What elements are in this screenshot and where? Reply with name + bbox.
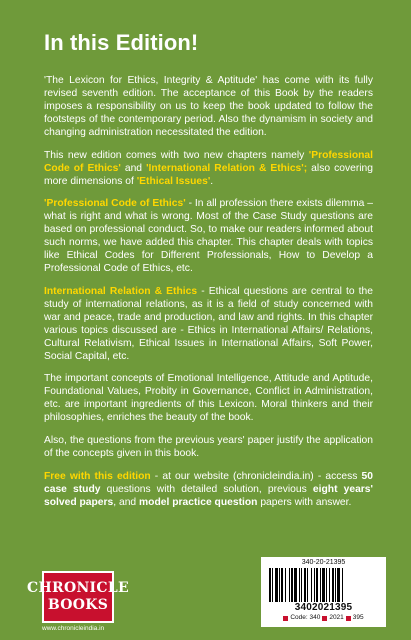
barcode-panel <box>261 557 386 627</box>
new-chapters-paragraph: This new edition comes with two new chapters namely 'Professional Code of Ethics' and 'International Relation & Ethics'; also covering more dimensions of 'Ethical Issues'. <box>44 149 374 187</box>
red-square-icon <box>283 616 288 621</box>
barcode-bar <box>299 568 300 602</box>
barcode-footer: Code: 340 2021 395 <box>261 614 386 622</box>
chapter-name-international: 'International Relation & Ethics'; <box>146 162 308 174</box>
publisher-url: www.chronicleindia.in <box>42 625 105 632</box>
ethical-issues-highlight: 'Ethical Issues' <box>136 175 211 187</box>
chapter-name-professional: 'Professional Code of Ethics' <box>44 149 373 174</box>
barcode-bar <box>307 568 308 602</box>
international-relation-heading: International Relation & Ethics <box>44 285 198 297</box>
international-relation-paragraph: International Relation & Ethics - Ethical questions are central to the study of international relations, as it is a field of study concerned with war and peace, trade and production, and law and rights. In this chapter various topics discussed are - Ethics in International Affairs/ Relations, Cultural Relativism, Ethical Issues in International Affairs, Soft Power, Social Capital, etc. <box>44 285 373 362</box>
barcode-bar <box>304 568 306 602</box>
barcode-top-code: 340-20-21395 <box>301 559 346 566</box>
barcode-bar <box>316 568 318 602</box>
barcode-bar <box>291 568 293 602</box>
publisher-logo <box>27 571 129 632</box>
barcode-bar <box>311 568 312 602</box>
barcode-bar <box>314 568 315 602</box>
barcode-bar <box>294 568 297 602</box>
red-square-icon <box>346 616 351 621</box>
free-edition-heading: Free with this edition <box>44 470 151 482</box>
barcode-bar <box>320 568 321 602</box>
barcode-bar <box>272 568 273 602</box>
barcode-number: 3402021395 <box>294 602 353 613</box>
barcode-bar <box>279 568 280 602</box>
barcode-bar <box>342 568 343 602</box>
page-title: In this Edition! <box>44 30 199 55</box>
logo-line-books: BOOKS <box>47 597 109 613</box>
barcode-bar <box>332 568 334 602</box>
barcode-bar <box>335 568 336 602</box>
barcode-bar <box>285 568 286 602</box>
professional-code-heading: 'Professional Code of Ethics' <box>44 198 186 210</box>
chronicle-books-logo <box>27 571 129 623</box>
concepts-paragraph: The important concepts of Emotional Intelligence, Attitude and Aptitude, Foundational Values, Probity in Governance, Conflict in Administration, etc. are important ingredients of this Lexicon. Moral thinkers and their philosophies, enriches the beauty of the book. <box>44 373 373 424</box>
barcode-icon <box>267 568 380 602</box>
barcode-bar <box>301 568 302 602</box>
free-edition-paragraph: Free with this edition - at our website (chronicleindia.in) - access 50 case study questions with detailed solution, previous eight years' solved papers, and model practice question papers with answer. <box>44 470 373 508</box>
barcode-bar <box>275 568 278 602</box>
red-square-icon <box>322 616 327 621</box>
intro-paragraph: 'The Lexicon for Ethics, Integrity & Aptitude' has come with its fully revised seventh edition. The acceptance of this Book by the readers imposes a responsibility on us to keep the book updated to follow the footsteps of the contemporary period. Also the dynamism in society and changing administration necessitated the edition. <box>44 75 373 138</box>
description-body <box>44 74 373 518</box>
barcode-bar <box>329 568 330 602</box>
professional-code-paragraph: 'Professional Code of Ethics' - In all profession there exists dilemma – what is right and what is wrong. Most of the Case Study questions are based on professional conduct. So, to make our readers informed about such norms, we have added this chapter. This chapter deals with topics like Ethical Codes for Different Professionals, How to Develop a Professional Code of Ethics, etc. <box>44 198 373 275</box>
barcode-bar <box>337 568 340 602</box>
previous-years-paragraph: Also, the questions from the previous years' paper justify the application of the concepts given in this book. <box>44 434 373 459</box>
barcode-bar <box>322 568 325 602</box>
barcode-bar <box>269 568 271 602</box>
barcode-bar <box>289 568 290 602</box>
barcode-bar <box>281 568 283 602</box>
barcode-bar <box>326 568 327 602</box>
logo-line-chronicle: CHRONICLE <box>27 580 129 596</box>
